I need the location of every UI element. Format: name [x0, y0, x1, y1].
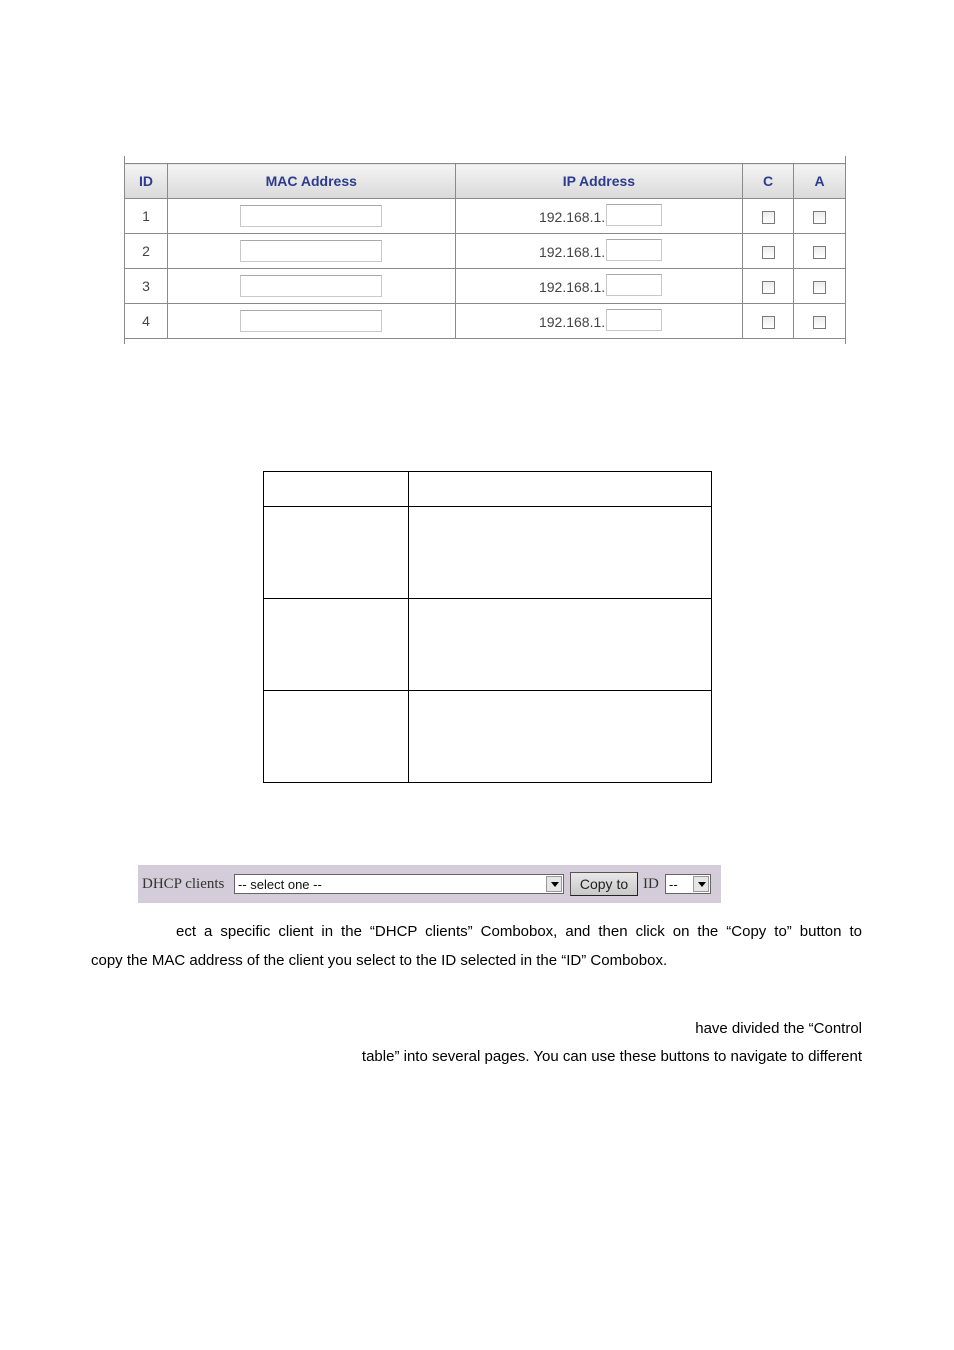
table-row [125, 304, 846, 339]
control-table-header [125, 164, 846, 199]
chevron-down-icon[interactable] [546, 876, 562, 892]
dhcp-clients-selected-value: -- select one -- [238, 877, 322, 892]
table-row [264, 599, 712, 691]
row-id: 2 [125, 234, 168, 269]
header-ip-address: IP Address [455, 164, 743, 199]
ip-prefix: 192.168.1. [538, 279, 606, 295]
a-checkbox[interactable] [813, 281, 826, 294]
chevron-down-icon[interactable] [693, 876, 709, 892]
c-checkbox[interactable] [762, 281, 775, 294]
paragraph-pages-line2: table” into several pages. You can use these buttons to navigate to different [361, 1048, 862, 1065]
mac-address-input[interactable] [240, 240, 382, 262]
a-checkbox[interactable] [813, 211, 826, 224]
ip-prefix: 192.168.1. [538, 314, 606, 330]
table-cell [409, 507, 712, 599]
table-cell [409, 472, 712, 507]
row-id: 1 [125, 199, 168, 234]
table-cell [264, 472, 409, 507]
mac-address-input[interactable] [240, 275, 382, 297]
ip-prefix: 192.168.1. [538, 244, 606, 260]
table-cell [264, 507, 409, 599]
table-cell [409, 599, 712, 691]
header-mac-address: MAC Address [167, 164, 455, 199]
row-id: 3 [125, 269, 168, 304]
ip-suffix-input[interactable] [606, 309, 662, 331]
a-checkbox[interactable] [813, 316, 826, 329]
c-checkbox[interactable] [762, 246, 775, 259]
ip-suffix-input[interactable] [606, 274, 662, 296]
dhcp-clients-label: DHCP clients [142, 876, 225, 892]
id-label: ID [643, 876, 659, 892]
ip-prefix: 192.168.1. [538, 209, 606, 225]
row-id: 4 [125, 304, 168, 339]
paragraph-copy-line1: ect a specific client in the “DHCP clients” Combobox, and then click on the “Copy to” button to [176, 923, 862, 940]
table-cell [264, 691, 409, 783]
header-a: A [794, 164, 846, 199]
dhcp-clients-select[interactable] [234, 874, 564, 894]
table-row [264, 507, 712, 599]
paragraph-pages-line1: have divided the “Control [695, 1020, 862, 1037]
table-cell [409, 691, 712, 783]
paragraph-copy-line2: copy the MAC address of the client you select to the ID selected in the “ID” Combobox. [91, 952, 668, 969]
header-c: C [743, 164, 794, 199]
control-table-figure [124, 156, 846, 344]
table-row [264, 691, 712, 783]
description-table [263, 471, 712, 783]
mac-address-input[interactable] [240, 310, 382, 332]
c-checkbox[interactable] [762, 211, 775, 224]
table-row [125, 234, 846, 269]
description-table-header [264, 472, 712, 507]
a-checkbox[interactable] [813, 246, 826, 259]
dhcp-clients-bar [138, 865, 721, 903]
table-row [125, 269, 846, 304]
ip-suffix-input[interactable] [606, 204, 662, 226]
id-select[interactable] [665, 874, 711, 894]
control-table [124, 163, 846, 339]
copy-to-button[interactable]: Copy to [570, 872, 638, 896]
table-row [125, 199, 846, 234]
mac-address-input[interactable] [240, 205, 382, 227]
ip-suffix-input[interactable] [606, 239, 662, 261]
c-checkbox[interactable] [762, 316, 775, 329]
header-id: ID [125, 164, 168, 199]
id-selected-value: -- [669, 877, 678, 892]
table-cell [264, 599, 409, 691]
